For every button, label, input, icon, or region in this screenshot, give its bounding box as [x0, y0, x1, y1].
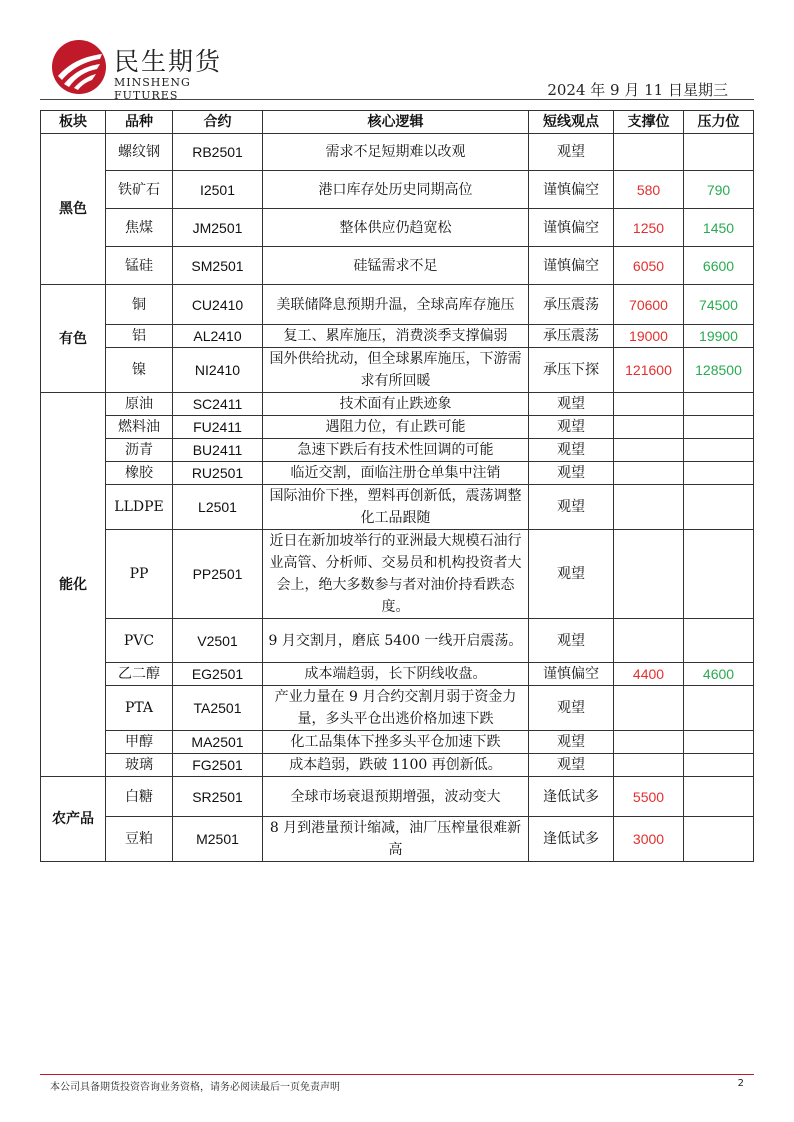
support-cell: 4400 [614, 663, 684, 686]
logic-cell: 复工、累库施压，消费淡季支撑偏弱 [263, 325, 529, 348]
product-cell: 铁矿石 [106, 171, 173, 209]
view-cell: 逢低试多 [529, 777, 614, 817]
sector-cell: 有色 [41, 285, 106, 393]
resistance-cell [684, 754, 754, 777]
view-cell: 观望 [529, 619, 614, 663]
product-cell: 沥青 [106, 439, 173, 462]
view-cell: 观望 [529, 485, 614, 530]
footer-disclaimer: 本公司具备期货投资咨询业务资格，请务必阅读最后一页免责声明 [50, 1082, 340, 1093]
logic-cell: 产业力量在 9 月合约交割月弱于资金力量，多头平仓出逃价格加速下跌 [263, 686, 529, 731]
minsheng-logo-icon [50, 38, 108, 96]
contract-cell: I2501 [173, 171, 263, 209]
view-cell: 观望 [529, 686, 614, 731]
table-row [41, 754, 754, 777]
resistance-cell [684, 817, 754, 862]
resistance-cell [684, 134, 754, 171]
resistance-cell [684, 686, 754, 731]
contract-cell: SM2501 [173, 247, 263, 285]
product-cell: 铝 [106, 325, 173, 348]
view-cell: 谨慎偏空 [529, 171, 614, 209]
contract-cell: SR2501 [173, 777, 263, 817]
view-cell: 承压震荡 [529, 325, 614, 348]
support-cell: 5500 [614, 777, 684, 817]
view-cell: 谨慎偏空 [529, 209, 614, 247]
contract-cell: TA2501 [173, 686, 263, 731]
logic-cell: 遇阻力位，有止跌可能 [263, 416, 529, 439]
product-cell: 原油 [106, 393, 173, 416]
resistance-cell [684, 462, 754, 485]
view-cell: 观望 [529, 754, 614, 777]
resistance-cell [684, 530, 754, 619]
product-cell: 玻璃 [106, 754, 173, 777]
table-row [41, 209, 754, 247]
product-cell: PTA [106, 686, 173, 731]
contract-cell: SC2411 [173, 393, 263, 416]
product-cell: PP [106, 530, 173, 619]
resistance-cell [684, 619, 754, 663]
contract-cell: AL2410 [173, 325, 263, 348]
product-cell: 螺纹钢 [106, 134, 173, 171]
strategy-table [40, 110, 754, 862]
product-cell: 铜 [106, 285, 173, 325]
product-cell: 镍 [106, 348, 173, 393]
view-cell: 承压震荡 [529, 285, 614, 325]
column-header: 压力位 [684, 111, 754, 134]
table-row [41, 348, 754, 393]
table-row [41, 663, 754, 686]
support-cell: 3000 [614, 817, 684, 862]
table-row [41, 686, 754, 731]
table-row [41, 285, 754, 325]
contract-cell: FU2411 [173, 416, 263, 439]
logic-cell: 化工品集体下挫多头平仓加速下跌 [263, 731, 529, 754]
contract-cell: JM2501 [173, 209, 263, 247]
table-row [41, 325, 754, 348]
logic-cell: 全球市场衰退预期增强，波动变大 [263, 777, 529, 817]
contract-cell: FG2501 [173, 754, 263, 777]
logic-cell: 急速下跌后有技术性回调的可能 [263, 439, 529, 462]
support-cell: 70600 [614, 285, 684, 325]
view-cell: 观望 [529, 393, 614, 416]
view-cell: 谨慎偏空 [529, 663, 614, 686]
logic-cell: 国外供给扰动，但全球累库施压，下游需求有所回暖 [263, 348, 529, 393]
view-cell: 观望 [529, 134, 614, 171]
support-cell [614, 416, 684, 439]
table-row [41, 171, 754, 209]
resistance-cell [684, 439, 754, 462]
resistance-cell: 1450 [684, 209, 754, 247]
view-cell: 观望 [529, 462, 614, 485]
view-cell: 逢低试多 [529, 817, 614, 862]
column-header: 合约 [173, 111, 263, 134]
contract-cell: CU2410 [173, 285, 263, 325]
contract-cell: RU2501 [173, 462, 263, 485]
support-cell [614, 731, 684, 754]
support-cell: 580 [614, 171, 684, 209]
logic-cell: 港口库存处历史同期高位 [263, 171, 529, 209]
table-body [41, 134, 754, 862]
sector-cell: 能化 [41, 393, 106, 777]
logic-cell: 美联储降息预期升温，全球高库存施压 [263, 285, 529, 325]
table-row [41, 817, 754, 862]
view-cell: 承压下探 [529, 348, 614, 393]
view-cell: 观望 [529, 731, 614, 754]
resistance-cell: 6600 [684, 247, 754, 285]
view-cell: 谨慎偏空 [529, 247, 614, 285]
column-header: 品种 [106, 111, 173, 134]
product-cell: 燃料油 [106, 416, 173, 439]
contract-cell: V2501 [173, 619, 263, 663]
report-date: 2024 年 9 月 11 日星期三 [547, 81, 728, 99]
company-name-en: MINSHENG FUTURES [114, 76, 191, 102]
support-cell [614, 754, 684, 777]
support-cell [614, 530, 684, 619]
resistance-cell [684, 393, 754, 416]
resistance-cell [684, 485, 754, 530]
contract-cell: NI2410 [173, 348, 263, 393]
contract-cell: RB2501 [173, 134, 263, 171]
resistance-cell [684, 777, 754, 817]
product-cell: 橡胶 [106, 462, 173, 485]
resistance-cell: 74500 [684, 285, 754, 325]
product-cell: 锰硅 [106, 247, 173, 285]
support-cell [614, 485, 684, 530]
view-cell: 观望 [529, 530, 614, 619]
product-cell: PVC [106, 619, 173, 663]
sector-cell: 黑色 [41, 134, 106, 285]
product-cell: 乙二醇 [106, 663, 173, 686]
logic-cell: 国际油价下挫，塑料再创新低，震荡调整化工品跟随 [263, 485, 529, 530]
table-row [41, 416, 754, 439]
product-cell: 焦煤 [106, 209, 173, 247]
page-number: 2 [737, 1078, 744, 1089]
table-row [41, 619, 754, 663]
product-cell: LLDPE [106, 485, 173, 530]
footer-divider [40, 1074, 754, 1075]
logic-cell: 硅锰需求不足 [263, 247, 529, 285]
support-cell [614, 393, 684, 416]
logic-cell: 成本端趋弱，长下阴线收盘。 [263, 663, 529, 686]
resistance-cell [684, 416, 754, 439]
column-header: 板块 [41, 111, 106, 134]
product-cell: 白糖 [106, 777, 173, 817]
support-cell [614, 134, 684, 171]
logic-cell: 8 月到港量预计缩减，油厂压榨量很难新高 [263, 817, 529, 862]
contract-cell: PP2501 [173, 530, 263, 619]
resistance-cell: 790 [684, 171, 754, 209]
table-row [41, 462, 754, 485]
support-cell: 121600 [614, 348, 684, 393]
product-cell: 甲醇 [106, 731, 173, 754]
table-row [41, 134, 754, 171]
support-cell: 19000 [614, 325, 684, 348]
table-header-row [41, 111, 754, 134]
column-header: 核心逻辑 [263, 111, 529, 134]
product-cell: 豆粕 [106, 817, 173, 862]
column-header: 支撑位 [614, 111, 684, 134]
support-cell [614, 619, 684, 663]
table-row [41, 731, 754, 754]
logic-cell: 整体供应仍趋宽松 [263, 209, 529, 247]
table-row [41, 777, 754, 817]
contract-cell: MA2501 [173, 731, 263, 754]
header-divider [40, 99, 754, 100]
logic-cell: 9 月交割月，磨底 5400 一线开启震荡。 [263, 619, 529, 663]
resistance-cell: 128500 [684, 348, 754, 393]
company-name-cn: 民生期货 [114, 47, 223, 76]
contract-cell: L2501 [173, 485, 263, 530]
resistance-cell: 4600 [684, 663, 754, 686]
resistance-cell: 19900 [684, 325, 754, 348]
logic-cell: 需求不足短期难以改观 [263, 134, 529, 171]
support-cell: 6050 [614, 247, 684, 285]
logic-cell: 成本趋弱，跌破 1100 再创新低。 [263, 754, 529, 777]
table-row [41, 485, 754, 530]
view-cell: 观望 [529, 439, 614, 462]
table-row [41, 439, 754, 462]
contract-cell: EG2501 [173, 663, 263, 686]
column-header: 短线观点 [529, 111, 614, 134]
contract-cell: BU2411 [173, 439, 263, 462]
contract-cell: M2501 [173, 817, 263, 862]
company-logo [50, 38, 250, 102]
support-cell: 1250 [614, 209, 684, 247]
resistance-cell [684, 731, 754, 754]
support-cell [614, 439, 684, 462]
view-cell: 观望 [529, 416, 614, 439]
sector-cell: 农产品 [41, 777, 106, 862]
support-cell [614, 686, 684, 731]
support-cell [614, 462, 684, 485]
logic-cell: 临近交割，面临注册仓单集中注销 [263, 462, 529, 485]
table-row [41, 530, 754, 619]
table-row [41, 393, 754, 416]
table-row [41, 247, 754, 285]
logic-cell: 技术面有止跌迹象 [263, 393, 529, 416]
logic-cell: 近日在新加坡举行的亚洲最大规模石油行业高管、分析师、交易员和机构投资者大会上，绝大多数参与者对油价持看跌态度。 [263, 530, 529, 619]
